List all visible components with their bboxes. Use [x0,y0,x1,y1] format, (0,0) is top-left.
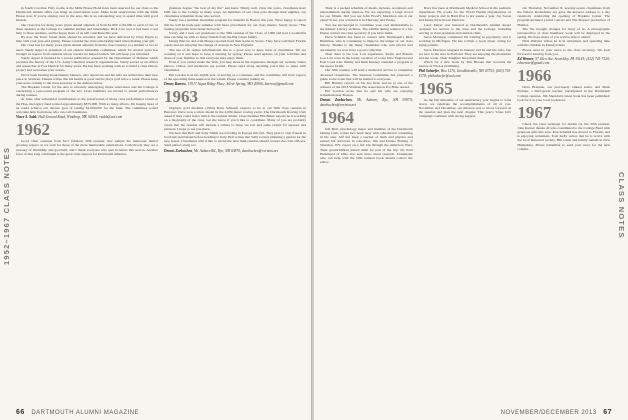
left-column-1 [16,6,158,404]
right-columns [320,6,610,404]
paragraph: Steve Morrison completed his training in psychiatry and is working in Michigan. He has written a book about caring for aging parents. [418,35,512,48]
paragraph: On Thursday, November 8, seventy-seven classmates from the Nelson Rockefeller era gave the keynote address to a day ceremony celebrating the opening of Hopkins Center. The program included a brief concert and The Players' production of Hamlet. [517,6,611,27]
paragraph: Jeff Burt, psychology major and member of the Dartmouth Outing Club, writes he's been busy with educational consulting in his area. Jeff has been a teacher of math and physics and earned his doctorate in education. Jim and Donna Bolling of Sheridan, WY, report on a fall trip through the American West. Their grandchildren joined them for part of the trip. Dr. Paul Hammond of Ohio also sent news about research. Classmates who can help with the 50th reunion book should contact the editor. [320,126,413,164]
signoff-address: 57 Glen Ave, Sewickley, PA 15143; (412) 741-7320; edwerner@gmail.com [517,56,611,66]
page-number: 67 [603,409,612,416]
paragraph: Watch for a new book by Tim Brooks that recounts the history of NCAA swimming. [418,60,512,69]
paragraph: By now the Tonic Scene plans should be revealed, and we have delivered by Dave Harris to help with your year-end giving. Please consider the class scholarship fund when making your gift. [16,35,158,44]
byline: Ed Werner, 57 Glen Ave, Sewickley, PA 15143; (412) 741-7320; edwerner@gmail.com [517,56,611,66]
right-column-2 [419,6,512,404]
paragraph: Dave Schmidt has been in contact with Dartmouth's Dick Hamilton, who is continuing to improve the ledger of our class history. Thanks to the many classmates who sent photos and documents; we now have a good collection. [320,35,413,52]
paragraph: Bill Bursley reports on his law firm, and he is one of the winners of the 2013 Vermont Bar Association Pro Bono Award. [320,80,413,89]
paragraph: Hal Gordon is in his eighth year of serving as a volunteer, and the committee will have reports of the upcoming mini-reunion in the winter. Please consider joining us. [164,72,306,81]
page-number: 66 [16,409,25,416]
class-year-heading: 1962 [16,120,50,140]
paragraph: Their is a packed schedule of meals, lectures, receptions and entertainment during reunion. We are expecting a large crowd for our fiftieth. Did you see John Wood's Marathon run at our class? If not, you will have it in Thursday and Friday. [320,6,413,23]
signoff-address: 13017 Aspen Ridge Place, Silver Spring, MD 20906; barrow@gmail.com [187,81,294,86]
paragraph: Larry Meyer was honored as Dartmouth's Alumni Award recipient for service to the class and the College, including serving as class president and reunion chair. [418,22,512,35]
right-footer [501,409,612,416]
left-column-2 [164,6,306,404]
paragraph: Then there is the Lou Lots experience. Kevin and Bonnie Lou Lots were in the lovely vacation of a rare New England and East Coast trek. Jimmy and Ruth Kenney attended a program at the sports forum. [320,51,413,69]
signoff-name: Dennis Zurbuchen [320,98,352,103]
byline: Dennis Zurbuchen, Mt. Auburn, Rye, NH 03870; dzurbuchen@verizon.net [320,98,413,107]
right-column-1 [320,6,413,404]
paragraph: Olympic gold medalist (1964) Dave Schneeft expects to be at our 50th class reunion in Hanover. Dave won a silver medal in the 2,000-meter rowing event. The Dartmouth Rowing Club asked if they could honor him at the reunion dinner. Class member Bill Baker reports he is working on a biography of the crew. Let me know if you'd like to contribute. Many of you are probably aware that the reunion will include a tribute to those we lost and some events for spouses and partners. I hope to see you there. [164,105,306,131]
paragraph: The 70s brought changes for many of us. A photographic retrospective of class members' work will be displayed in the spring. We hope many of you will be able to attend. [517,26,611,40]
paragraph: Sandy Appel is featured in a recent publication released by the Department of Defense which provides the history of the U.S. Army's medical research organizations. Sandy served as an officer and researcher at Fort Detrick for many years. He has been working with us to build a class history project and welcomes your stories. [16,55,158,73]
paragraph: Dave Brennan, our previously ranked sailor, and Mark Eichner, a third-grade teacher, participated in the Dartmouth College reunion. Jim Sheridan's latest book has been published; look for it at your local bookstore. [517,85,611,102]
right-side-label: CLASS NOTES [617,172,626,239]
paragraph: At June, after substantial contributions to the preservation of many class performance events at the Hop, the legacy fund totaled approximately $875,000. With so many efforts, I'm hoping more of us could achieve our decade goal of raising $1,000,000 for the fund. The committee would welcome help from those who can call classmates. [16,97,158,114]
signoff-name: Vince S. Sabb [16,115,37,120]
class-year-heading: 1965 [418,78,453,98]
paragraph: You are encouraged to contribute your own memorabilia to the Rauner Library archives. The exhibit during reunion is a hit. Please contact the class secretary if you have items. [320,22,413,35]
signoff-name: Phil Schaefer [418,69,440,74]
byline: Vince S. Sabb, Hall Ground Road, Winthrop, ME 04364; vsabb@aol.com [16,115,123,120]
left-side-label: 1952–1967 CLASS NOTES [2,146,11,265]
right-column-3 [517,6,610,404]
paragraph: Our class has for many years given annual stipends of from $1,000 to $2,000 to each of two or three students at the College for summer studies and internships. Dick Carr says it has been a real help to those students, and he hopes more of us will contribute this year. [16,22,158,35]
paragraph: The Hopkins Center for the Arts is currently undergoing major renovation and the College is celebrating a year-round program of the arts. Class members are invited to attend performances during reunion. [16,84,158,98]
paragraph: We've been hearing about Dennis Johnson, who reports he and his wife are settled into their new place in Vermont. Dennis writes that his health is good and he plays golf twice a week. Please keep your news coming to the class secretary at the address below. [16,72,158,85]
signoff-name: Ed Werner [517,56,534,61]
byline: Dennis Zurbuchen, Mt. Auburn Rd., Rye, NH 03870; dzurbuchen@verizon.net [164,148,278,153]
paragraph: The use of an online informational site is a good way to keep track of classmates. We are working on it and hope to have it running by spring. Please send updates on your activities and those of your families so that everyone may enjoy them. [164,47,306,60]
paragraph: Steve Morrison resigned in January and he and his wife, Jan, are new to the area in Portland. They are enjoying the mountains and the ocean. Their daughter has joined them. [418,47,512,60]
issue-date: NOVEMBER/DECEMBER 2013 [500,410,597,416]
paragraph: Hal Gordon wrote that he and his wife are enjoying retirement near Boston. [320,89,413,98]
paragraph: Good often continue from $2.5 fabulous 50th reunion. Just sample the numerous humor growing reports as we wait for those of the more memorable celebrations. Collectively they are a treasury of friendship and goodwill, and I thank everyone who sent in letters this season. Another facet of that long continuum is the great class support for Dartmouth athletics. [16,139,158,156]
paragraph: Denny Barrow and wife Marge reported from their home in Stowe. They have sold their Florida condo and are enjoying the change of seasons in New England. [164,39,306,48]
paragraph: Even if you cannot make the 50th, you may share in the experience through our website, where photos, videos, and memories are posted. Please send along anything you'd like to share with classmates. [164,60,306,73]
signoff-address: Box 1276, Goodlettsville, NH 03753; (603) 763-4178; philschaefer@aol.com [418,69,512,78]
paragraph: Check the class webpage for details for the 50th reunion. John Kerner thanks all who contributed to the College Fund with generous gifts this year. Rob Schmidt has moved to Florida, and is enjoying retirement. Tom Kelly writes that he is active with the local historical society. Bill Clark and family remain in New Hampshire. Please remember to send your news for the next column. [517,121,611,151]
paragraph: We hear that Bob and Sally Smith are traveling in Europe this fall. They plan to visit friends in Scotland and Ireland before heading to Italy. Bob writes that Sally is busy planning a garden for the new house. Classmates who'd like to attend the next mini-reunion should contact the class officers. Send photos along too. [164,130,306,148]
signoff-address: Hall Ground Road, Winthrop, ME 04364; vsabb@aol.com [38,115,123,120]
signoff-name: Denny Barrow [164,81,186,86]
left-columns [16,6,306,404]
paragraph: Please send in your news to the class secretary. We look forward to hearing from you. [517,47,611,56]
class-year-heading: 1966 [517,66,552,86]
byline: Phil Schaefer, Box 1276, Goodlettsville, NH 03753; (603) 763-4178; philschaefer@aol.com [418,69,512,78]
paragraph: in South Carolina. Fifty rooms at the Mills House Hotel have been reserved for our class so the Dartmouth alumni office can bring us reservations soon. Make hotel reservations with the Mills House now. If you're staying over in the area, this is an outstanding way to spend time with good friends. [16,6,158,23]
class-year-heading: 1967 [517,102,552,122]
paragraph: Dave has been at Dartmouth Medical School in the pediatric department. He works for the World Health Organization on many projects and in Haiti five to six weeks a year. Jay Saxon and Penny Kyle live in Hanover. [418,6,512,23]
paragraph: graduate degree "the best of my life" and knew Trinity well. Over the years, classmates have built ties to the College in many ways. As members of our class pass through their eighties, our classmates remember those who served. [164,6,306,19]
signoff-name: Dennis Zurbuchen [164,148,193,153]
right-page [314,0,628,420]
signoff-address: Mt. Auburn, Rye, NH 03870; dzurbuchen@verizon.net [320,98,413,107]
left-footer [16,409,139,416]
left-page [0,0,312,420]
class-year-heading: 1964 [320,107,354,127]
paragraph: Scotty and I took our grandsons to the 50th reunion of the Class of 1966 and had a wonderful time catching up with so many friends from the Big Green family. [164,30,306,40]
paragraph: Our class has for many years given annual stipends from the class treasury to a student or two in need. Sandy Appel is president of our student internship committee, which for several years has brought us reports from students whose careers we helped launch. We will keep you informed. [16,43,158,56]
paragraph: Sandy ran a summer internship program for students in Boston this year. We're happy to report that he will be back next summer with more placements for our class interns. Sandy wrote: "The Sunday programs were better than ever." [164,18,306,31]
publication-title: DARTMOUTH ALUMNI MAGAZINE [31,410,140,416]
paragraph: Dick Webster writes he is in retirement and spending time with his children in Pennsylvania. [517,39,611,48]
paragraph: As the full timetable of our anniversary year begins to wind down, we celebrate the accomplishments of all of you. November and December, our mission was to move forward on the reunion and plan the next chapter. This year's 'Class Gift' campaign continues with strong support. [418,97,512,119]
paragraph: Our 50th reunion will hold a memorial service to remember deceased classmates. The Reunion Committee has prepared a guide to the event that will be mailed to everyone. [320,68,413,81]
signoff-address: Mt. Auburn Rd., Rye, NH 03870; dzurbuchen@verizon.net [193,148,278,153]
byline: Denny Barrow, 13017 Aspen Ridge Place, Silver Spring, MD 20906; barrow@gmail.com [164,81,294,86]
class-year-heading: 1963 [164,86,198,106]
